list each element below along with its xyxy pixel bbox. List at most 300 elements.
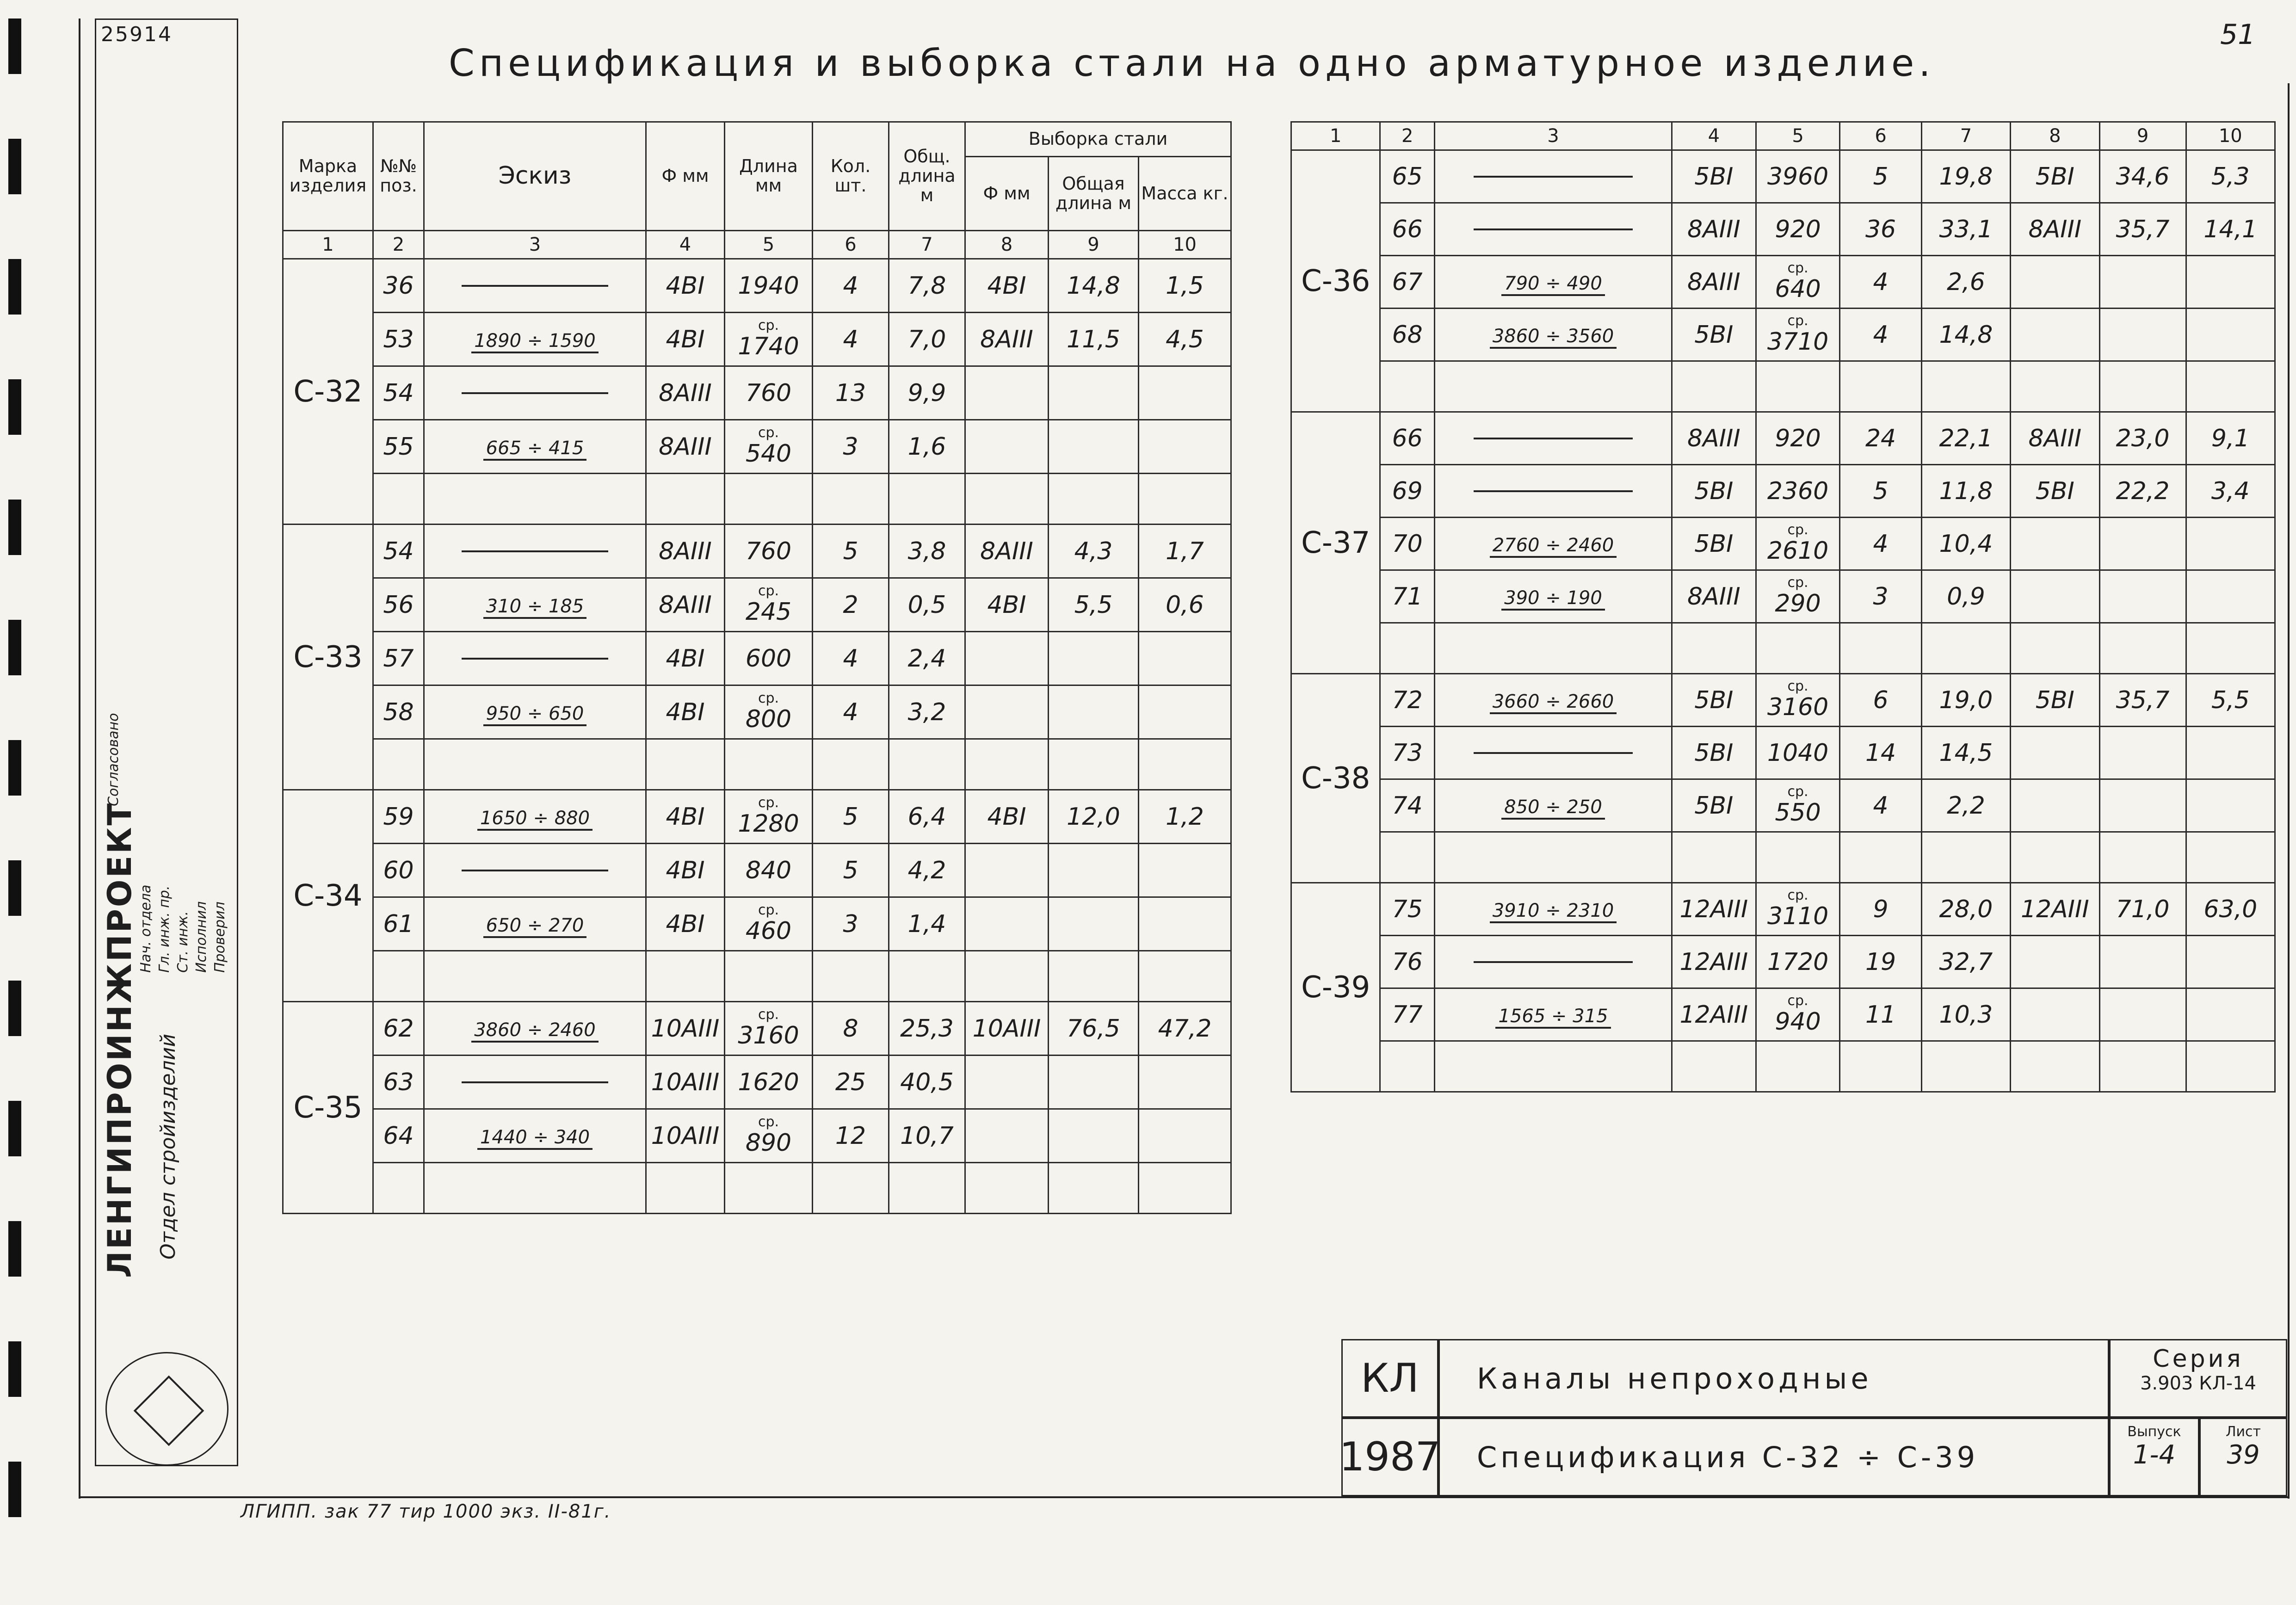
sketch-cell [424, 1002, 646, 1056]
group-diameter-cell [2011, 309, 2099, 361]
table-row [283, 420, 1231, 474]
position-number: 66 [1380, 203, 1435, 256]
total-length-cell: 2,4 [889, 632, 965, 685]
blank-cell [2186, 832, 2275, 883]
sketch-cell [424, 366, 646, 420]
title-block-line2: Спецификация С-32 ÷ С-39 [1438, 1418, 2109, 1496]
diameter-cell: 8АIII [646, 420, 725, 474]
group-diameter-cell [965, 685, 1049, 739]
total-length-cell: 7,0 [889, 313, 965, 366]
blank-cell [2011, 361, 2099, 412]
average-mark: ср. [1787, 678, 1808, 694]
sketch-dimension: 665 ÷ 415 [483, 438, 587, 461]
length-cell [725, 685, 813, 739]
diameter-cell: 10АIII [646, 1056, 725, 1109]
quantity-cell: 2 [813, 578, 889, 632]
group-diameter-cell [965, 844, 1049, 897]
position-number: 73 [1380, 727, 1435, 779]
average-mark: ср. [1787, 521, 1808, 538]
diameter-cell: 12АIII [1672, 883, 1756, 936]
length-value: 540 [745, 439, 792, 468]
total-length-cell: 19,8 [1921, 150, 2010, 203]
length-cell [1756, 936, 1840, 988]
organization-logo [105, 1352, 228, 1466]
group-length-cell [1049, 685, 1139, 739]
average-mark: ср. [758, 901, 779, 918]
title-block-sheet [2199, 1418, 2287, 1496]
index-cell: 3 [424, 231, 646, 259]
group-diameter-cell: 8АIII [965, 525, 1049, 578]
blank-cell [1921, 832, 2010, 883]
index-cell: 9 [1049, 231, 1139, 259]
blank-cell [813, 739, 889, 790]
sketch-dimension: 3910 ÷ 2310 [1490, 900, 1617, 923]
length-value: 840 [745, 856, 792, 884]
group-length-cell: 76,5 [1049, 1002, 1139, 1056]
diameter-cell: 5ВI [1672, 518, 1756, 570]
group-diameter-cell: 5ВI [2011, 465, 2099, 518]
total-length-cell: 7,8 [889, 259, 965, 313]
index-cell: 6 [813, 231, 889, 259]
position-number: 65 [1380, 150, 1435, 203]
table-row [283, 525, 1231, 578]
stamp-role-2: Гл. инж. пр. [156, 885, 173, 973]
group-diameter-cell [965, 1056, 1049, 1109]
table-row [1291, 150, 2275, 203]
total-length-cell: 10,3 [1921, 988, 2010, 1041]
group-diameter-cell: 5ВI [2011, 674, 2099, 727]
blank-cell [1756, 832, 1840, 883]
index-cell: 1 [1291, 122, 1380, 150]
group-length-cell [2099, 936, 2186, 988]
blank-cell [725, 474, 813, 525]
sketch-bar-line [462, 285, 609, 287]
title-block-year: 1987 [1341, 1418, 1438, 1496]
table-row [1291, 674, 2275, 727]
product-mark: С-39 [1291, 883, 1380, 1092]
blank-cell [2099, 832, 2186, 883]
index-cell: 5 [1756, 122, 1840, 150]
position-number: 68 [1380, 309, 1435, 361]
quantity-cell: 5 [813, 525, 889, 578]
length-value: 3160 [738, 1021, 799, 1049]
average-mark: ср. [1787, 992, 1808, 1009]
average-mark: ср. [758, 582, 779, 599]
blank-row [1291, 361, 2275, 412]
table-row [283, 1109, 1231, 1163]
index-cell: 4 [646, 231, 725, 259]
stamp-organization: ЛЕНГИПРОИНЖПРОЕКТ [101, 801, 139, 1278]
total-length-cell: 3,2 [889, 685, 965, 739]
group-length-cell [1049, 420, 1139, 474]
header-group-mass: Масса кг. [1139, 157, 1231, 231]
group-mass-cell [1139, 844, 1231, 897]
sketch-dimension: 650 ÷ 270 [483, 915, 587, 938]
index-cell: 4 [1672, 122, 1756, 150]
blank-cell [813, 474, 889, 525]
blank-cell [1380, 623, 1435, 674]
group-mass-cell [2186, 518, 2275, 570]
position-number: 36 [373, 259, 424, 313]
blank-cell [2186, 1041, 2275, 1092]
group-length-cell: 22,2 [2099, 465, 2186, 518]
blank-cell [373, 739, 424, 790]
group-mass-cell [1139, 685, 1231, 739]
table-row [1291, 465, 2275, 518]
stamp-role-5: Проверил [212, 901, 228, 973]
sketch-dimension: 950 ÷ 650 [483, 703, 587, 726]
length-cell [725, 1109, 813, 1163]
group-length-cell [2099, 779, 2186, 832]
length-value: 640 [1775, 275, 1821, 303]
group-length-cell: 12,0 [1049, 790, 1139, 844]
diameter-cell: 4ВI [646, 897, 725, 951]
product-mark: С-38 [1291, 674, 1380, 883]
length-value: 940 [1775, 1007, 1821, 1036]
index-cell: 2 [1380, 122, 1435, 150]
blank-cell [965, 474, 1049, 525]
sketch-bar-line [1474, 438, 1633, 439]
sketch-cell [1434, 936, 1672, 988]
sketch-cell [424, 632, 646, 685]
average-mark: ср. [1787, 574, 1808, 591]
group-diameter-cell [965, 897, 1049, 951]
position-number: 77 [1380, 988, 1435, 1041]
quantity-cell: 4 [1840, 309, 1921, 361]
group-mass-cell [2186, 779, 2275, 832]
blank-cell [1921, 361, 2010, 412]
average-mark: ср. [1787, 783, 1808, 800]
group-length-cell: 35,7 [2099, 203, 2186, 256]
blank-cell [1672, 1041, 1756, 1092]
quantity-cell: 5 [813, 790, 889, 844]
group-length-cell: 5,5 [1049, 578, 1139, 632]
blank-cell [646, 1163, 725, 1214]
blank-row [283, 474, 1231, 525]
sketch-cell [1434, 518, 1672, 570]
sketch-cell [424, 420, 646, 474]
diameter-cell: 5ВI [1672, 779, 1756, 832]
table-row [1291, 936, 2275, 988]
sketch-cell [1434, 779, 1672, 832]
table-row [1291, 727, 2275, 779]
diameter-cell: 4ВI [646, 790, 725, 844]
blank-cell [1139, 474, 1231, 525]
sketch-cell [1434, 988, 1672, 1041]
group-length-cell [2099, 518, 2186, 570]
diameter-cell: 8АIII [1672, 570, 1756, 623]
blank-cell [965, 951, 1049, 1002]
blank-cell [2099, 361, 2186, 412]
length-cell [1756, 256, 1840, 309]
position-number: 55 [373, 420, 424, 474]
sketch-cell [1434, 256, 1672, 309]
stamp-role-1: Нач. отдела [138, 884, 154, 973]
sketch-bar-line [462, 1081, 609, 1083]
header-qty: Кол. шт. [813, 122, 889, 231]
index-cell: 7 [1921, 122, 2010, 150]
group-mass-cell [1139, 897, 1231, 951]
group-diameter-cell [965, 1109, 1049, 1163]
quantity-cell: 4 [813, 632, 889, 685]
group-mass-cell [2186, 936, 2275, 988]
length-cell [1756, 988, 1840, 1041]
total-length-cell: 19,0 [1921, 674, 2010, 727]
sketch-dimension: 1650 ÷ 880 [477, 808, 593, 831]
diameter-cell: 8АIII [646, 525, 725, 578]
length-cell [1756, 465, 1840, 518]
blank-cell [373, 474, 424, 525]
sketch-bar-line [462, 392, 609, 394]
blank-cell [2186, 623, 2275, 674]
sketch-cell [1434, 309, 1672, 361]
sketch-cell [424, 1056, 646, 1109]
frame-left-border [79, 19, 80, 1499]
position-number: 60 [373, 844, 424, 897]
position-number: 70 [1380, 518, 1435, 570]
quantity-cell: 25 [813, 1056, 889, 1109]
spec-table-left [282, 121, 1232, 1214]
sketch-cell [1434, 150, 1672, 203]
group-mass-cell: 3,4 [2186, 465, 2275, 518]
blank-cell [2186, 361, 2275, 412]
sketch-cell [424, 685, 646, 739]
quantity-cell: 4 [1840, 256, 1921, 309]
blank-cell [1921, 623, 2010, 674]
blank-cell [965, 739, 1049, 790]
group-length-cell [2099, 727, 2186, 779]
group-diameter-cell [965, 366, 1049, 420]
frame-right-border [2288, 83, 2290, 1499]
index-cell: 3 [1434, 122, 1672, 150]
header-mark: Марка изделия [283, 122, 373, 231]
header-dia: Ф мм [646, 122, 725, 231]
product-mark: С-34 [283, 790, 373, 1002]
diameter-cell: 8АIII [1672, 256, 1756, 309]
title-block-code: КЛ [1341, 1339, 1438, 1418]
total-length-cell: 9,9 [889, 366, 965, 420]
length-cell [1756, 674, 1840, 727]
group-mass-cell [1139, 366, 1231, 420]
position-number: 54 [373, 525, 424, 578]
group-mass-cell: 63,0 [2186, 883, 2275, 936]
length-value: 550 [1775, 798, 1821, 827]
group-mass-cell: 1,5 [1139, 259, 1231, 313]
length-value: 1940 [738, 272, 799, 300]
position-number: 66 [1380, 412, 1435, 465]
table-row [1291, 570, 2275, 623]
group-length-cell: 71,0 [2099, 883, 2186, 936]
product-mark: С-36 [1291, 150, 1380, 412]
series-value: 3.903 КЛ-14 [2140, 1373, 2257, 1394]
table-row [283, 632, 1231, 685]
length-cell [725, 1056, 813, 1109]
length-value: 890 [745, 1129, 792, 1157]
blank-cell [2099, 1041, 2186, 1092]
quantity-cell: 19 [1840, 936, 1921, 988]
position-number: 71 [1380, 570, 1435, 623]
title-block-series [2109, 1339, 2287, 1418]
blank-cell [1756, 361, 1840, 412]
blank-cell [2011, 623, 2099, 674]
group-diameter-cell: 8АIII [2011, 203, 2099, 256]
blank-cell [646, 739, 725, 790]
group-mass-cell: 4,5 [1139, 313, 1231, 366]
length-value: 3110 [1767, 902, 1829, 930]
sketch-bar-line [462, 550, 609, 552]
length-value: 2360 [1767, 477, 1829, 505]
table-row [1291, 988, 2275, 1041]
blank-cell [2099, 623, 2186, 674]
index-cell: 7 [889, 231, 965, 259]
length-value: 600 [745, 644, 792, 673]
length-value: 760 [745, 379, 792, 407]
length-value: 1620 [738, 1068, 799, 1096]
sketch-cell [1434, 570, 1672, 623]
group-diameter-cell: 4ВI [965, 790, 1049, 844]
blank-row [1291, 623, 2275, 674]
blank-cell [1434, 361, 1672, 412]
quantity-cell: 24 [1840, 412, 1921, 465]
length-cell [725, 259, 813, 313]
group-mass-cell: 5,3 [2186, 150, 2275, 203]
length-cell [725, 790, 813, 844]
length-value: 1040 [1767, 739, 1829, 767]
length-value: 1280 [738, 809, 799, 838]
position-number: 74 [1380, 779, 1435, 832]
blank-cell [889, 739, 965, 790]
length-cell [1756, 570, 1840, 623]
blank-cell [424, 1163, 646, 1214]
group-diameter-cell [965, 632, 1049, 685]
length-value: 920 [1775, 215, 1821, 243]
total-length-cell: 25,3 [889, 1002, 965, 1056]
group-mass-cell [2186, 727, 2275, 779]
blank-cell [1049, 951, 1139, 1002]
blank-cell [1921, 1041, 2010, 1092]
group-diameter-cell: 4ВI [965, 578, 1049, 632]
blank-cell [813, 951, 889, 1002]
group-mass-cell: 1,2 [1139, 790, 1231, 844]
position-number: 61 [373, 897, 424, 951]
length-cell [725, 578, 813, 632]
sketch-dimension: 3860 ÷ 3560 [1490, 326, 1617, 349]
blank-cell [889, 474, 965, 525]
group-mass-cell [2186, 309, 2275, 361]
length-value: 800 [745, 705, 792, 733]
group-diameter-cell: 4ВI [965, 259, 1049, 313]
length-value: 245 [745, 598, 792, 626]
sketch-dimension: 1440 ÷ 340 [477, 1127, 593, 1150]
diameter-cell: 4ВI [646, 259, 725, 313]
blank-cell [373, 951, 424, 1002]
sketch-bar-line [1474, 961, 1633, 963]
sketch-dimension: 1890 ÷ 1590 [471, 330, 599, 353]
sketch-bar-line [1474, 228, 1633, 230]
total-length-cell: 0,5 [889, 578, 965, 632]
blank-cell [1380, 832, 1435, 883]
blank-cell [646, 474, 725, 525]
index-cell: 10 [2186, 122, 2275, 150]
index-cell: 8 [965, 231, 1049, 259]
blank-cell [1049, 474, 1139, 525]
total-length-cell: 33,1 [1921, 203, 2010, 256]
binder-marks [8, 0, 27, 1605]
blank-row [283, 739, 1231, 790]
total-length-cell: 0,9 [1921, 570, 2010, 623]
table-row [1291, 203, 2275, 256]
group-length-cell [1049, 1109, 1139, 1163]
sketch-dimension: 390 ÷ 190 [1501, 587, 1605, 611]
group-length-cell: 11,5 [1049, 313, 1139, 366]
position-number: 57 [373, 632, 424, 685]
position-number: 64 [373, 1109, 424, 1163]
stamp-role-3: Ст. инж. [175, 911, 191, 973]
position-number: 76 [1380, 936, 1435, 988]
sketch-bar-line [462, 870, 609, 871]
sketch-cell [1434, 674, 1672, 727]
sketch-cell [424, 790, 646, 844]
group-mass-cell: 1,7 [1139, 525, 1231, 578]
table-row [283, 790, 1231, 844]
index-row [283, 231, 1231, 259]
group-diameter-cell: 5ВI [2011, 150, 2099, 203]
group-mass-cell: 14,1 [2186, 203, 2275, 256]
index-row [1291, 122, 2275, 150]
position-number: 62 [373, 1002, 424, 1056]
quantity-cell: 3 [813, 897, 889, 951]
left-stamp [95, 19, 238, 1466]
sketch-cell [424, 1109, 646, 1163]
blank-cell [1380, 1041, 1435, 1092]
quantity-cell: 4 [813, 685, 889, 739]
group-length-cell [1049, 844, 1139, 897]
total-length-cell: 1,4 [889, 897, 965, 951]
blank-row [1291, 1041, 2275, 1092]
sketch-cell [1434, 465, 1672, 518]
blank-cell [1756, 1041, 1840, 1092]
quantity-cell: 5 [813, 844, 889, 897]
diameter-cell: 5ВI [1672, 674, 1756, 727]
index-cell: 10 [1139, 231, 1231, 259]
position-number: 69 [1380, 465, 1435, 518]
sketch-bar-line [1474, 752, 1633, 754]
group-mass-cell [1139, 1109, 1231, 1163]
group-diameter-cell: 8АIII [965, 313, 1049, 366]
quantity-cell: 13 [813, 366, 889, 420]
table-row [283, 685, 1231, 739]
stamp-code: 25914 [101, 23, 173, 46]
length-value: 3160 [1767, 693, 1829, 721]
group-length-cell [2099, 570, 2186, 623]
length-cell [1756, 150, 1840, 203]
length-value: 290 [1775, 589, 1821, 617]
table-row [283, 313, 1231, 366]
position-number: 67 [1380, 256, 1435, 309]
length-cell [1756, 727, 1840, 779]
issue-value: 1-4 [2133, 1440, 2176, 1470]
table-row [283, 897, 1231, 951]
blank-cell [1139, 1163, 1231, 1214]
average-mark: ср. [758, 1006, 779, 1023]
total-length-cell: 14,8 [1921, 309, 2010, 361]
sketch-dimension: 850 ÷ 250 [1501, 796, 1605, 820]
header-group-total: Общая длина м [1049, 157, 1139, 231]
length-cell [725, 313, 813, 366]
average-mark: ср. [1787, 312, 1808, 329]
group-diameter-cell [2011, 518, 2099, 570]
total-length-cell: 10,4 [1921, 518, 2010, 570]
